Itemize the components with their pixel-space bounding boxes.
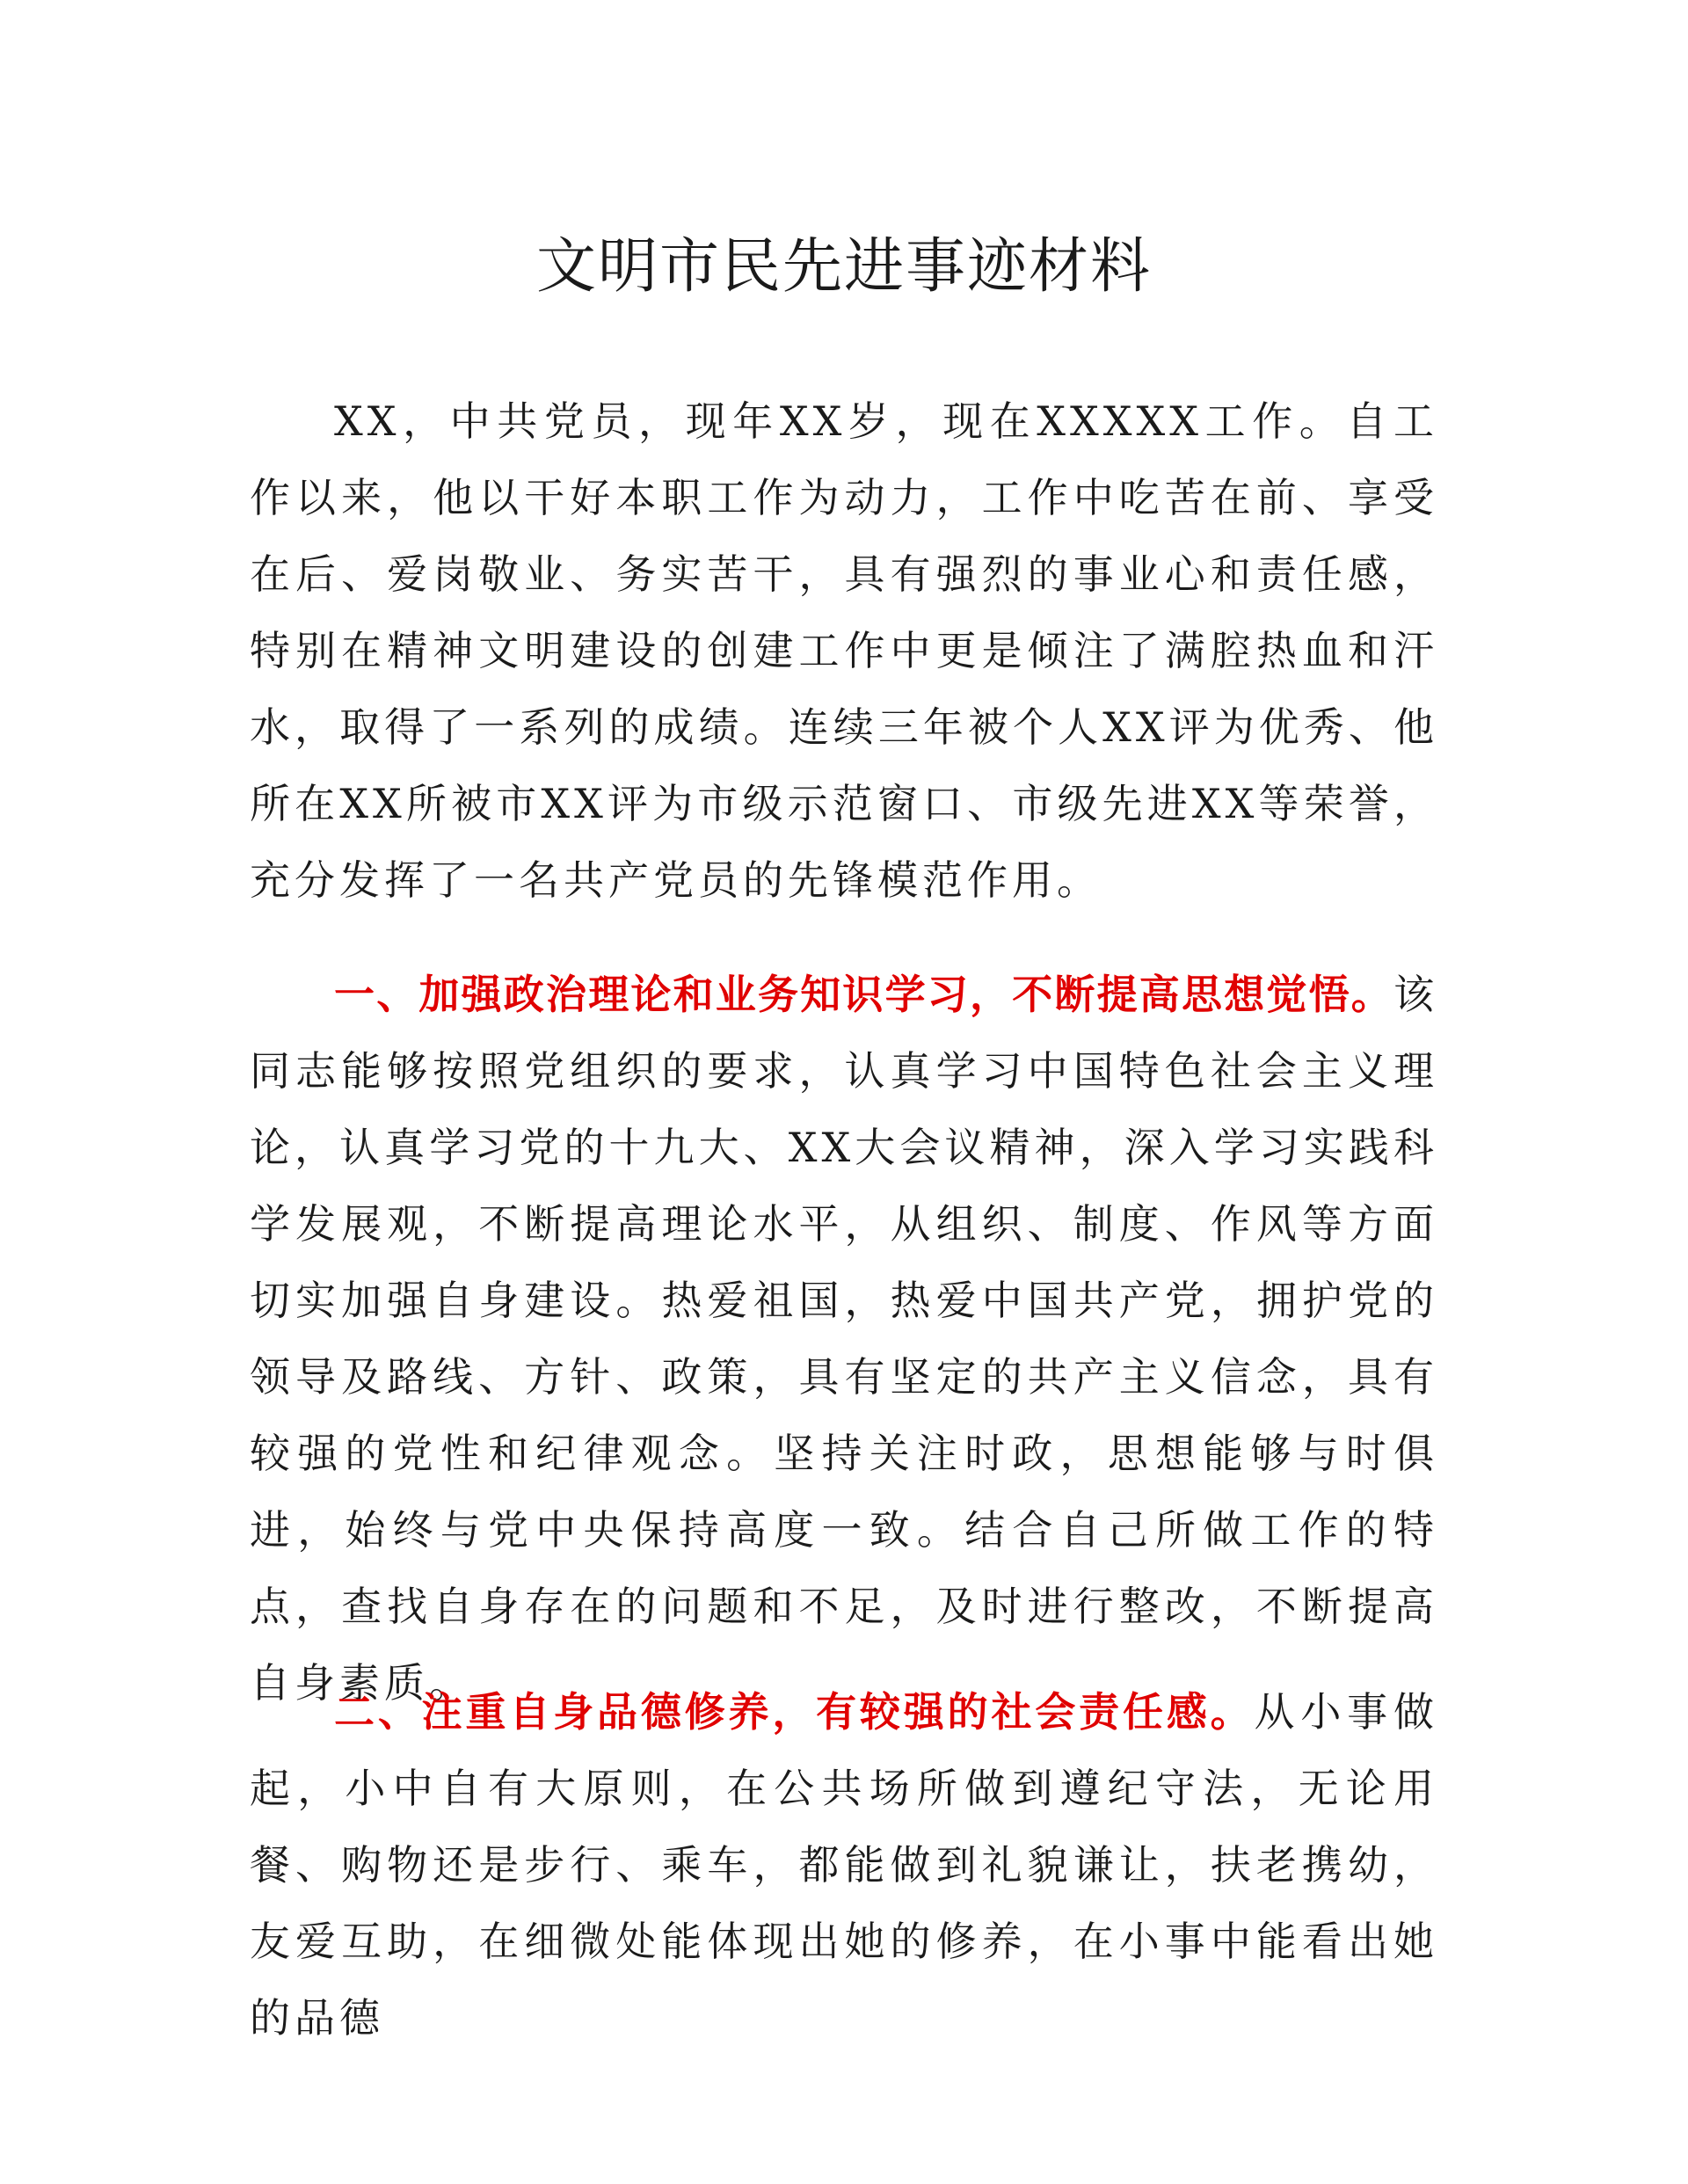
paragraph-section-2 (250, 1674, 1438, 2057)
section-1-heading: 一、加强政治理论和业务知识学习，不断提高思想觉悟。 (334, 971, 1393, 1018)
paragraph-intro (250, 383, 1438, 919)
section-1-text: 该同志能够按照党组织的要求，认真学习中国特色社会主义理论，认真学习党的十九大、XX大会议精神，深入学习实践科学发展观，不断提高理论水平，从组织、制度、作风等方面切实加强自身建设。热爱祖国，热爱中国共产党，拥护党的领导及路线、方针、政策，具有坚定的共产主义信念，具有较强的党性和纪律观念。坚持关注时政，思想能够与时俱进，始终与党中央保持高度一致。结合自己所做工作的特点，查找自身存在的问题和不足，及时进行整改，不断提高自身素质。 (250, 971, 1438, 1707)
document-title: 文明市民先进事迹材料 (535, 232, 1152, 302)
paragraph-intro-text: XX，中共党员，现年XX岁，现在XXXXX工作。自工作以来，他以干好本职工作为动力，工作中吃苦在前、享受在后、爱岗敬业、务实苦干，具有强烈的事业心和责任感，特别在精神文明建设的创建工作中更是倾注了满腔热血和汗水，取得了一系列的成绩。连续三年被个人XX评为优秀、他所在XX所被市XX评为市级示范窗口、市级先进XX等荣誉，充分发挥了一名共产党员的先锋模范作用。 (250, 397, 1438, 904)
section-2-heading: 二、注重自身品德修养，有较强的社会责任感。 (334, 1688, 1255, 1736)
section-2-text: 从小事做起，小中自有大原则，在公共场所做到遵纪守法，无论用餐、购物还是步行、乘车，都能做到礼貌谦让，扶老携幼，友爱互助，在细微处能体现出她的修养，在小事中能看出她的品德 (250, 1688, 1439, 2042)
paragraph-section-1 (250, 957, 1438, 1722)
